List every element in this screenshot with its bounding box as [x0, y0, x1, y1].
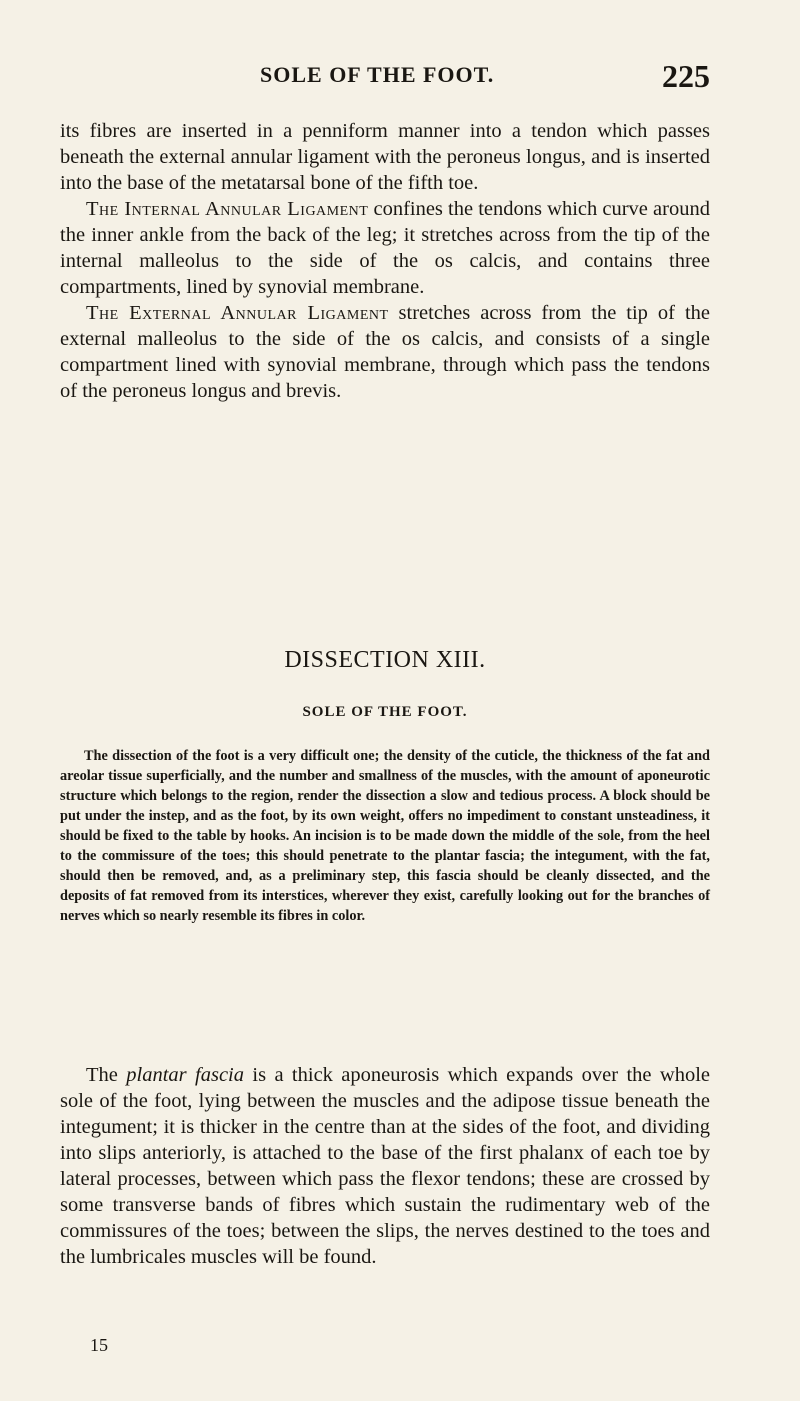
paragraph-continuation: its fibres are inserted in a penniform manner into a tendon which passes beneath the external annular ligament with the peroneus longus, and is inserted into the base of the metatarsal bone of the fifth toe.: [60, 120, 710, 194]
body-text-upper: [60, 118, 710, 404]
running-head: [60, 58, 710, 98]
dissection-heading: DISSECTION XIII.: [284, 647, 486, 673]
body-text-lower: [60, 1062, 710, 1270]
signature-mark: 15: [90, 1335, 108, 1355]
term-external-annular-ligament: The External Annular Ligament: [86, 302, 389, 324]
term-internal-annular-ligament: The Internal Annular Ligament: [86, 198, 369, 220]
instructions-paragraph: The dissection of the foot is a very difficult one; the density of the cuticle, the thickness of the fat and areolar tissue superficially, and the number and smallness of the muscles, with the amount of aponeurotic structure which belongs to the region, render the dissection a slow and tedious process. A block should be put under the instep, and as the foot, by its own weight, offers no impediment to constant unsteadiness, it should be fixed to the table by hooks. An incision is to be made down the middle of the sole, from the heel to the commissure of the toes; this should penetrate to the plantar fascia; the integument, with the fat, should then be removed, and, as a preliminary step, this fascia should be cleanly dissected, and the deposits of fat removed from its interstices, wherever they exist, carefully looking out for the branches of nerves which so nearly resemble its fibres in color.: [60, 748, 710, 924]
fascia-text: is a thick aponeurosis which expands over the whole sole of the foot, lying between the muscles and the adipose tissue beneath the integument; it is thicker in the centre than at the sides of the foot, and dividing into slips anteriorly, is attached to the base of the first phalanx of each toe by lateral processes, between which pass the flexor tendons; these are crossed by some transverse bands of fibres which sustain the rudimentary web of the commissures of the toes; between the slips, the nerves destined to the toes and the lumbricales muscles will be found.: [60, 1064, 711, 1268]
paragraph-internal-text: confines the tendons which curve around the inner ankle from the back of the leg; it stretches across from the tip of the internal malleolus to the side of the os calcis, and contains three compartments, lined by synovial membrane.: [60, 198, 710, 298]
section-subheading: SOLE OF THE FOOT.: [302, 704, 468, 720]
paragraph-external-annular-ligament: [60, 300, 710, 404]
page-number: 225: [662, 58, 710, 94]
term-plantar-fascia: plantar fascia: [126, 1064, 244, 1086]
paragraph-external-text: stretches across from the tip of the external malleolus to the side of the os calcis, and consists of a single compartment lined with synovial membrane, through which pass the tendons of the peroneus longus and brevis.: [60, 302, 710, 402]
paragraph-plantar-fascia: [60, 1062, 710, 1270]
fascia-lead: The: [86, 1064, 127, 1086]
dissection-instructions: [60, 746, 710, 926]
running-title: SOLE OF THE FOOT.: [260, 62, 495, 87]
paragraph-internal-annular-ligament: [60, 196, 710, 300]
